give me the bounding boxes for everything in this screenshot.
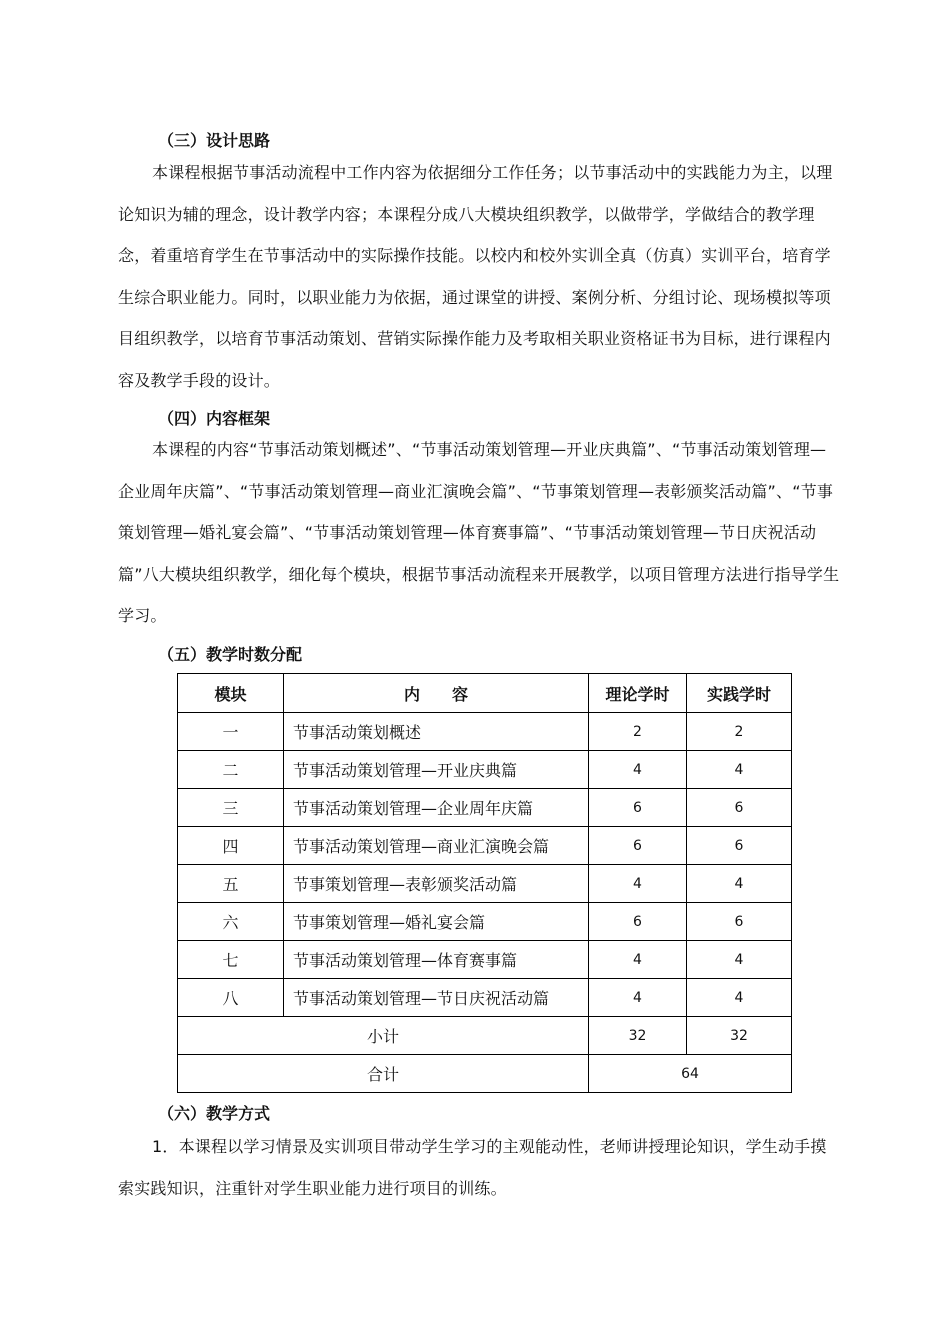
subtotal-theory: 32: [589, 1017, 687, 1055]
cell-practice: 6: [687, 789, 792, 827]
header-theory-hours: 理论学时: [589, 674, 687, 713]
header-practice-hours: 实践学时: [687, 674, 792, 713]
cell-module: 三: [178, 789, 284, 827]
table-row: [178, 751, 792, 789]
cell-content: 节事策划管理—婚礼宴会篇: [284, 903, 589, 941]
cell-content: 节事活动策划概述: [284, 713, 589, 751]
cell-module: 七: [178, 941, 284, 979]
cell-module: 四: [178, 827, 284, 865]
cell-theory: 4: [589, 751, 687, 789]
cell-content: 节事活动策划管理—企业周年庆篇: [284, 789, 589, 827]
subtotal-row: [178, 1017, 792, 1055]
cell-practice: 4: [687, 979, 792, 1017]
section-heading-design: （三）设计思路: [158, 131, 271, 150]
cell-content: 节事活动策划管理—节日庆祝活动篇: [284, 979, 589, 1017]
section-heading-hours: （五）教学时数分配: [158, 645, 303, 664]
cell-module: 一: [178, 713, 284, 751]
cell-theory: 2: [589, 713, 687, 751]
cell-module: 二: [178, 751, 284, 789]
table-row: [178, 789, 792, 827]
section-heading-framework: （四）内容框架: [158, 409, 271, 428]
cell-theory: 6: [589, 789, 687, 827]
cell-practice: 4: [687, 941, 792, 979]
cell-content: 节事活动策划管理—体育赛事篇: [284, 941, 589, 979]
cell-theory: 6: [589, 827, 687, 865]
subtotal-practice: 32: [687, 1017, 792, 1055]
hours-table: [177, 673, 792, 1093]
paragraph-teaching-method: 1．本课程以学习情景及实训项目带动学生学习的主观能动性，老师讲授理论知识，学生动手摸索实践知识，注重针对学生职业能力进行项目的训练。: [118, 1137, 827, 1198]
cell-theory: 4: [589, 979, 687, 1017]
table-header-row: [178, 674, 792, 713]
table-row: [178, 941, 792, 979]
paragraph-design: 本课程根据节事活动流程中工作内容为依据细分工作任务；以节事活动中的实践能力为主，以理论知识为辅的理念，设计教学内容；本课程分成八大模块组织教学，以做带学，学做结合的教学理念，着重培育学生在节事活动中的实际操作技能。以校内和校外实训全真（仿真）实训平台，培育学生综合职业能力。同时，以职业能力为依据，通过课堂的讲授、案例分析、分组讨论、现场模拟等项目组织教学，以培育节事活动策划、营销实际操作能力及考取相关职业资格证书为目标，进行课程内容及教学手段的设计。: [118, 163, 833, 390]
cell-content: 节事活动策划管理—商业汇演晚会篇: [284, 827, 589, 865]
table-row: [178, 979, 792, 1017]
cell-practice: 2: [687, 713, 792, 751]
cell-practice: 6: [687, 827, 792, 865]
cell-module: 六: [178, 903, 284, 941]
paragraph-framework: 本课程的内容“节事活动策划概述”、“节事活动策划管理—开业庆典篇”、“节事活动策划管理—企业周年庆篇”、“节事活动策划管理—商业汇演晚会篇”、“节事策划管理—表彰颁奖活动篇”、“节事策划管理—婚礼宴会篇”、“节事活动策划管理—体育赛事篇”、“节事活动策划管理—节日庆祝活动篇”八大模块组织教学，细化每个模块，根据节事活动流程来开展教学，以项目管理方法进行指导学生学习。: [118, 440, 840, 625]
table-row: [178, 903, 792, 941]
total-label: 合计: [178, 1055, 589, 1093]
cell-module: 八: [178, 979, 284, 1017]
cell-content: 节事策划管理—表彰颁奖活动篇: [284, 865, 589, 903]
table-row: [178, 827, 792, 865]
cell-practice: 4: [687, 865, 792, 903]
header-module: 模块: [178, 674, 284, 713]
table-row: [178, 713, 792, 751]
cell-practice: 4: [687, 751, 792, 789]
cell-theory: 4: [589, 941, 687, 979]
cell-theory: 4: [589, 865, 687, 903]
table-row: [178, 865, 792, 903]
cell-content: 节事活动策划管理—开业庆典篇: [284, 751, 589, 789]
cell-module: 五: [178, 865, 284, 903]
total-value: 64: [589, 1055, 792, 1093]
header-content: 内 容: [284, 674, 589, 713]
subtotal-label: 小计: [178, 1017, 589, 1055]
cell-theory: 6: [589, 903, 687, 941]
cell-practice: 6: [687, 903, 792, 941]
total-row: [178, 1055, 792, 1093]
section-heading-teaching-method: （六）教学方式: [158, 1104, 271, 1123]
